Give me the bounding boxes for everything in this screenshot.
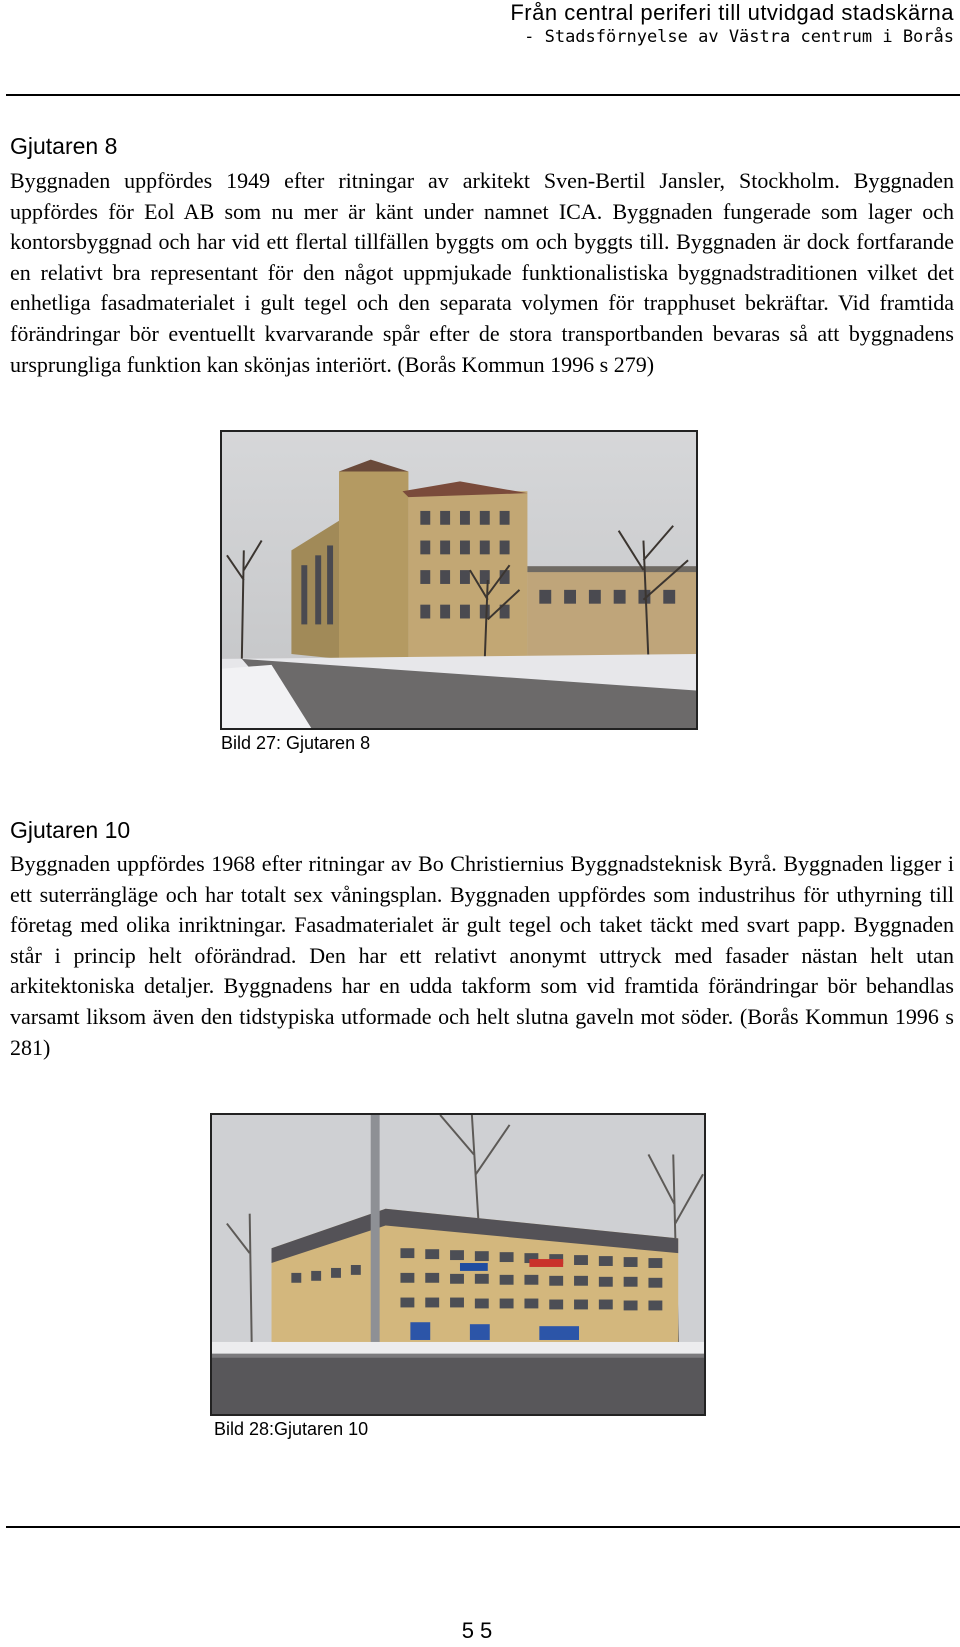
photo-gjutaren-10 <box>210 1113 706 1416</box>
photo-caption: Bild 27: Gjutaren 8 <box>221 733 371 753</box>
section-body: Byggnaden uppfördes 1968 efter ritningar av Bo Christiernius Byggnadsteknisk Byrå. Byggnaden ligger i ett suterrängläge och har totalt sex våningsplan. Byggnaden uppfördes som industrihus för uthyrning till företag med olika inriktningar. Fasadmaterialet är gult tegel och taket täckt med svart papp. Byggnaden står i princip helt oförändrad. Den har ett relativt anonymt uttryck med fasader nästan helt utan arkitektoniska detaljer. Byggnadens har en udda takform som vid framtida förändringar bör behandlas varsamt liksom även den tidstypiska utformade och helt slutna gaveln mot söder. (Borås Kommun 1996 s 281) <box>10 851 954 1060</box>
section-heading: Gjutaren 10 <box>10 817 131 843</box>
running-header-subtitle: - Stadsförnyelse av Västra centrum i Borås <box>524 27 954 47</box>
footer-rule <box>6 1526 960 1528</box>
header-rule <box>6 94 960 96</box>
page-number: 55 <box>461 1618 499 1643</box>
photo-gjutaren-8 <box>220 430 698 730</box>
section-body: Byggnaden uppfördes 1949 efter ritningar av arkitekt Sven-Bertil Jansler, Stockholm. Byggnaden uppfördes för Eol AB som nu mer är känt under namnet ICA. Byggnaden fungerade som lager och kontorsbyggnad och har vid ett flertal tillfällen byggts om och byggts till. Byggnaden är dock fortfarande en relativt bra representant för den något uppmjukade funktionalistiska byggnadstraditionen vilket det enhetliga fasadmaterialet i gult tegel och den separata volymen för trapphuset bekräftar. Vid framtida förändringar bör eventuellt kvarvarande spår efter de stora transportbanden bevaras så att byggnadens ursprungliga funktion kan skönjas interiört. (Borås Kommun 1996 s 279) <box>10 168 954 377</box>
photo-caption: Bild 28:Gjutaren 10 <box>214 1419 369 1439</box>
running-header-title: Från central periferi till utvidgad stadskärna <box>510 0 954 25</box>
section-heading: Gjutaren 8 <box>10 133 118 159</box>
